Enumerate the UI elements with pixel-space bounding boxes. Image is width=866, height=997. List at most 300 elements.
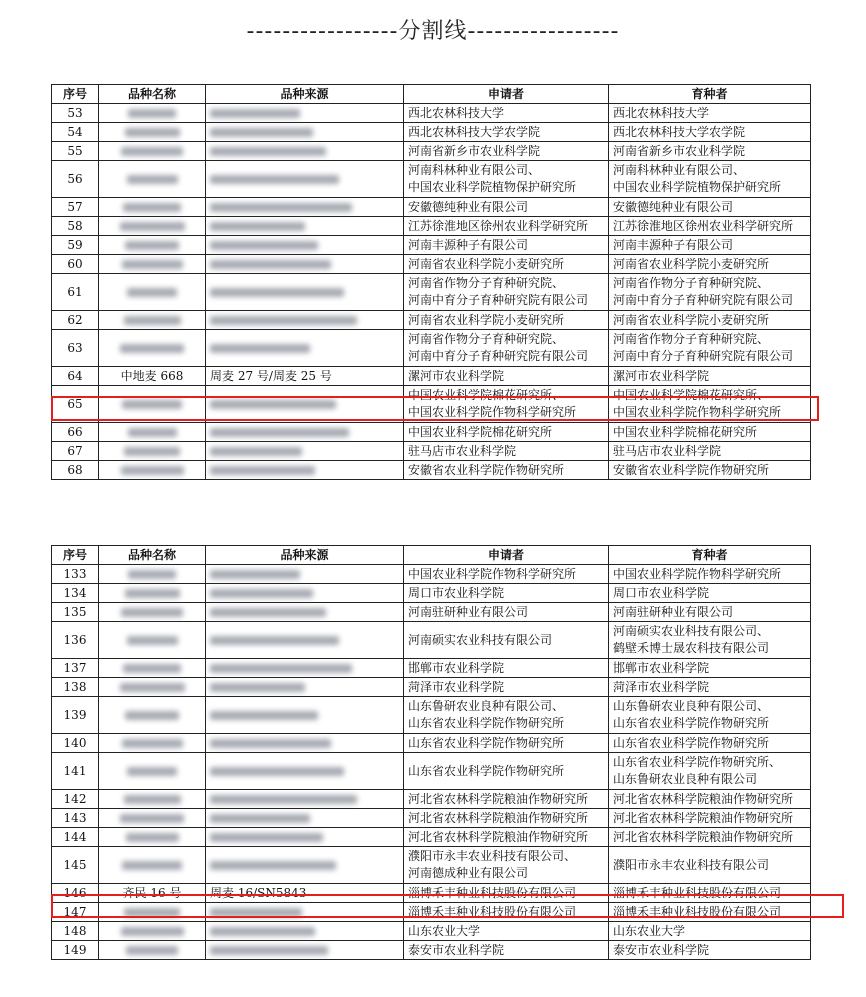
applicant-line: 河南省农业科学院小麦研究所 <box>408 256 565 271</box>
redacted-text <box>123 664 181 673</box>
cell-breeder <box>609 236 811 255</box>
table-row <box>52 753 811 790</box>
breeder-line: 淄博禾丰种业科技股份有限公司 <box>613 904 782 919</box>
breeder-line: 河南驻研种业有限公司 <box>613 604 734 619</box>
cell-no: 54 <box>52 123 99 142</box>
breeder-line: 山东省农业科学院作物研究所 <box>613 735 770 750</box>
cell-no: 140 <box>52 734 99 753</box>
cell-no: 142 <box>52 790 99 809</box>
breeder-line: 河北省农林科学院粮油作物研究所 <box>613 829 794 844</box>
redacted-text <box>128 428 177 437</box>
cell-breeder <box>609 603 811 622</box>
cell-applicant <box>404 903 609 922</box>
cell-breeder <box>609 903 811 922</box>
redacted-text <box>210 447 302 456</box>
redacted-text <box>210 908 302 917</box>
redacted-text <box>120 222 185 231</box>
redacted-text <box>210 767 344 776</box>
cell-source <box>206 330 404 367</box>
cell-breeder <box>609 161 811 198</box>
cell-no: 56 <box>52 161 99 198</box>
applicant-line: 中国农业科学院作物科学研究所 <box>408 566 577 581</box>
table-row <box>52 330 811 367</box>
breeder-line: 河南省农业科学院小麦研究所 <box>613 256 770 271</box>
applicant-line: 西北农林科技大学 <box>408 105 505 120</box>
divider-title: -----------------分割线----------------- <box>246 19 620 44</box>
cell-variety-name <box>99 423 206 442</box>
applicant-line: 河南中育分子育种研究院有限公司 <box>408 349 589 363</box>
cell-variety-name <box>99 386 206 423</box>
cell-no: 139 <box>52 697 99 734</box>
table-row <box>52 123 811 142</box>
breeder-line: 西北农林科技大学 <box>613 105 710 120</box>
cell-variety-name <box>99 678 206 697</box>
table-row <box>52 236 811 255</box>
redacted-text <box>124 316 181 325</box>
cell-applicant <box>404 198 609 217</box>
redacted-text <box>210 570 300 579</box>
table-row <box>52 847 811 884</box>
breeder-line: 河南中育分子育种研究院有限公司 <box>613 349 794 363</box>
table-row <box>52 274 811 311</box>
breeder-line: 山东农业大学 <box>613 923 686 938</box>
cell-breeder <box>609 622 811 659</box>
cell-source <box>206 903 404 922</box>
redacted-text <box>210 428 349 437</box>
applicant-line: 山东省农业科学院作物研究所 <box>408 735 565 750</box>
redacted-text <box>121 466 184 475</box>
cell-variety-name <box>99 565 206 584</box>
cell-source <box>206 161 404 198</box>
table-row <box>52 678 811 697</box>
applicant-line: 邯郸市农业科学院 <box>408 660 505 675</box>
cell-breeder <box>609 847 811 884</box>
breeder-line: 山东鲁研农业良种有限公司 <box>613 772 758 786</box>
cell-no: 65 <box>52 386 99 423</box>
applicant-line: 淄博禾丰种业科技股份有限公司 <box>408 904 577 919</box>
cell-source <box>206 461 404 480</box>
cell-applicant <box>404 330 609 367</box>
applicant-line: 山东鲁研农业良种有限公司、 <box>408 699 565 713</box>
cell-variety-name <box>99 584 206 603</box>
cell-variety-name <box>99 941 206 960</box>
breeder-line: 西北农林科技大学农学院 <box>613 124 746 139</box>
applicant-line: 菏泽市农业科学院 <box>408 679 505 694</box>
applicant-line: 山东农业大学 <box>408 923 481 938</box>
cell-applicant <box>404 584 609 603</box>
redacted-text <box>210 814 310 823</box>
cell-variety-name <box>99 828 206 847</box>
cell-source <box>206 423 404 442</box>
cell-variety-name <box>99 697 206 734</box>
cell-no: 62 <box>52 311 99 330</box>
table-row <box>52 217 811 236</box>
breeder-line: 泰安市农业科学院 <box>613 942 710 957</box>
cell-applicant <box>404 697 609 734</box>
redacted-text <box>210 589 313 598</box>
breeder-line: 中国农业科学院棉花研究所 <box>613 424 758 439</box>
cell-source <box>206 123 404 142</box>
table-header-row <box>52 85 811 104</box>
breeder-line: 河南省新乡市农业科学院 <box>613 143 746 158</box>
cell-applicant <box>404 922 609 941</box>
cell-applicant <box>404 565 609 584</box>
redacted-text <box>210 222 305 231</box>
cell-applicant <box>404 884 609 903</box>
cell-applicant <box>404 678 609 697</box>
table-row <box>52 903 811 922</box>
cell-source <box>206 274 404 311</box>
cell-source <box>206 311 404 330</box>
applicant-line: 中国农业科学院棉花研究所 <box>408 424 553 439</box>
table-row <box>52 584 811 603</box>
cell-no: 63 <box>52 330 99 367</box>
table-row <box>52 386 811 423</box>
cell-applicant <box>404 734 609 753</box>
cell-no: 136 <box>52 622 99 659</box>
cell-no: 137 <box>52 659 99 678</box>
breeder-line: 河北省农林科学院粮油作物研究所 <box>613 810 794 825</box>
header-source: 品种来源 <box>206 85 404 104</box>
redacted-text <box>210 109 300 118</box>
table-row <box>52 884 811 903</box>
cell-breeder <box>609 311 811 330</box>
redacted-text <box>120 814 184 823</box>
cell-breeder <box>609 142 811 161</box>
cell-variety-name <box>99 622 206 659</box>
cell-no: 66 <box>52 423 99 442</box>
cell-no: 143 <box>52 809 99 828</box>
redacted-text <box>125 589 180 598</box>
table-row <box>52 941 811 960</box>
redacted-text <box>210 833 323 842</box>
cell-breeder <box>609 697 811 734</box>
cell-breeder <box>609 884 811 903</box>
cell-no: 146 <box>52 884 99 903</box>
cell-applicant <box>404 847 609 884</box>
applicant-line: 安徽省农业科学院作物研究所 <box>408 462 565 477</box>
cell-breeder <box>609 678 811 697</box>
redacted-text <box>124 908 180 917</box>
table-row <box>52 198 811 217</box>
cell-applicant <box>404 142 609 161</box>
cell-variety-name: 齐民 16 号 <box>99 884 206 903</box>
cell-applicant <box>404 659 609 678</box>
cell-variety-name <box>99 274 206 311</box>
cell-applicant <box>404 828 609 847</box>
cell-source <box>206 734 404 753</box>
table-row <box>52 828 811 847</box>
redacted-text <box>126 833 179 842</box>
cell-no: 134 <box>52 584 99 603</box>
cell-source <box>206 603 404 622</box>
redacted-text <box>210 946 328 955</box>
applicant-line: 河南省作物分子育种研究院、 <box>408 276 565 290</box>
cell-no: 144 <box>52 828 99 847</box>
cell-no: 149 <box>52 941 99 960</box>
header-no: 序号 <box>52 85 99 104</box>
applicant-line: 江苏徐淮地区徐州农业科学研究所 <box>408 218 589 233</box>
cell-applicant <box>404 386 609 423</box>
redacted-text <box>125 241 179 250</box>
cell-source <box>206 386 404 423</box>
breeder-line: 淄博禾丰种业科技股份有限公司 <box>613 885 782 900</box>
breeder-line: 山东省农业科学院作物研究所 <box>613 716 770 730</box>
cell-applicant <box>404 941 609 960</box>
cell-breeder <box>609 941 811 960</box>
cell-variety-name <box>99 922 206 941</box>
breeder-line: 安徽德纯种业有限公司 <box>613 199 734 214</box>
cell-breeder <box>609 753 811 790</box>
table-row <box>52 423 811 442</box>
applicant-line: 河南丰源种子有限公司 <box>408 237 529 252</box>
cell-breeder <box>609 734 811 753</box>
cell-applicant <box>404 809 609 828</box>
table-row <box>52 442 811 461</box>
cell-no: 145 <box>52 847 99 884</box>
redacted-text <box>210 608 326 617</box>
table-row <box>52 367 811 386</box>
breeder-line: 邯郸市农业科学院 <box>613 660 710 675</box>
cell-no: 55 <box>52 142 99 161</box>
redacted-text <box>120 344 184 353</box>
table-row <box>52 311 811 330</box>
redacted-text <box>127 767 177 776</box>
cell-variety-name <box>99 255 206 274</box>
cell-applicant <box>404 753 609 790</box>
breeder-line: 漯河市农业科学院 <box>613 368 710 383</box>
table-row <box>52 161 811 198</box>
applicant-line: 泰安市农业科学院 <box>408 942 505 957</box>
redacted-text <box>210 241 318 250</box>
cell-breeder <box>609 809 811 828</box>
redacted-text <box>121 608 183 617</box>
cell-breeder <box>609 659 811 678</box>
redacted-text <box>210 466 315 475</box>
applicant-line: 河南中育分子育种研究院有限公司 <box>408 293 589 307</box>
cell-breeder <box>609 104 811 123</box>
cell-no: 133 <box>52 565 99 584</box>
cell-no: 138 <box>52 678 99 697</box>
cell-source <box>206 255 404 274</box>
table-row <box>52 142 811 161</box>
cell-applicant <box>404 104 609 123</box>
table-row <box>52 104 811 123</box>
table-row <box>52 461 811 480</box>
applicant-line: 漯河市农业科学院 <box>408 368 505 383</box>
applicant-line: 山东省农业科学院作物研究所 <box>408 716 565 730</box>
redacted-text <box>122 739 183 748</box>
breeder-line: 山东省农业科学院作物研究所、 <box>613 755 782 769</box>
redacted-text <box>210 795 357 804</box>
applicant-line: 西北农林科技大学农学院 <box>408 124 541 139</box>
cell-no: 57 <box>52 198 99 217</box>
cell-source: 周麦 27 号/周麦 25 号 <box>206 367 404 386</box>
cell-source <box>206 941 404 960</box>
table-row <box>52 922 811 941</box>
cell-source <box>206 584 404 603</box>
table-row <box>52 659 811 678</box>
cell-source <box>206 142 404 161</box>
cell-source <box>206 659 404 678</box>
cell-no: 53 <box>52 104 99 123</box>
applicant-line: 河北省农林科学院粮油作物研究所 <box>408 829 589 844</box>
cell-no: 59 <box>52 236 99 255</box>
redacted-text <box>125 128 180 137</box>
table-body-2 <box>52 565 811 960</box>
cell-breeder <box>609 330 811 367</box>
applicant-line: 中国农业科学院棉花研究所、 <box>408 388 565 402</box>
cell-no: 68 <box>52 461 99 480</box>
redacted-text <box>210 147 326 156</box>
applicant-line: 河南省新乡市农业科学院 <box>408 143 541 158</box>
cell-applicant <box>404 311 609 330</box>
cell-no: 64 <box>52 367 99 386</box>
redacted-text <box>210 175 339 184</box>
breeder-line: 河南省作物分子育种研究院、 <box>613 276 770 290</box>
cell-variety-name <box>99 659 206 678</box>
applicant-line: 河南德成种业有限公司 <box>408 866 529 880</box>
redacted-text <box>210 711 318 720</box>
redacted-text <box>210 927 315 936</box>
cell-source <box>206 922 404 941</box>
redacted-text <box>127 175 178 184</box>
breeder-line: 鹤壁禾博士晟农科技有限公司 <box>613 641 770 655</box>
cell-source: 周麦 16/SN5843 <box>206 884 404 903</box>
cell-variety-name <box>99 903 206 922</box>
cell-applicant <box>404 236 609 255</box>
breeder-line: 周口市农业科学院 <box>613 585 710 600</box>
cell-breeder <box>609 198 811 217</box>
cell-applicant <box>404 367 609 386</box>
header-breeder: 育种者 <box>609 546 811 565</box>
applicant-line: 河南硕实农业科技有限公司 <box>408 632 553 647</box>
breeder-line: 中国农业科学院棉花研究所、 <box>613 388 770 402</box>
table-row <box>52 790 811 809</box>
applicant-line: 河北省农林科学院粮油作物研究所 <box>408 791 589 806</box>
header-no: 序号 <box>52 546 99 565</box>
cell-breeder <box>609 217 811 236</box>
redacted-text <box>210 316 357 325</box>
cell-applicant <box>404 622 609 659</box>
table-row <box>52 255 811 274</box>
cell-variety-name <box>99 236 206 255</box>
cell-applicant <box>404 217 609 236</box>
redacted-text <box>210 636 339 645</box>
cell-variety-name: 中地麦 668 <box>99 367 206 386</box>
breeder-line: 河南中育分子育种研究院有限公司 <box>613 293 794 307</box>
redacted-text <box>122 861 182 870</box>
cell-applicant <box>404 123 609 142</box>
cell-no: 60 <box>52 255 99 274</box>
header-applicant: 申请者 <box>404 546 609 565</box>
cell-source <box>206 217 404 236</box>
cell-breeder <box>609 123 811 142</box>
applicant-line: 河南省农业科学院小麦研究所 <box>408 312 565 327</box>
cell-source <box>206 442 404 461</box>
breeder-line: 中国农业科学院植物保护研究所 <box>613 180 782 194</box>
cell-breeder <box>609 423 811 442</box>
cell-variety-name <box>99 330 206 367</box>
cell-variety-name <box>99 847 206 884</box>
redacted-text <box>210 861 336 870</box>
redacted-text <box>210 344 310 353</box>
table-row <box>52 622 811 659</box>
cell-variety-name <box>99 217 206 236</box>
redacted-text <box>210 288 344 297</box>
cell-applicant <box>404 603 609 622</box>
applicant-line: 淄博禾丰种业科技股份有限公司 <box>408 885 577 900</box>
cell-breeder <box>609 442 811 461</box>
cell-breeder <box>609 461 811 480</box>
table-row <box>52 603 811 622</box>
cell-applicant <box>404 423 609 442</box>
cell-variety-name <box>99 142 206 161</box>
cell-variety-name <box>99 104 206 123</box>
cell-breeder <box>609 386 811 423</box>
redacted-text <box>124 795 181 804</box>
redacted-text <box>120 683 185 692</box>
breeder-line: 河南丰源种子有限公司 <box>613 237 734 252</box>
header-variety-name: 品种名称 <box>99 85 206 104</box>
cell-variety-name <box>99 442 206 461</box>
header-applicant: 申请者 <box>404 85 609 104</box>
cell-breeder <box>609 790 811 809</box>
table-row <box>52 809 811 828</box>
applicant-line: 山东省农业科学院作物研究所 <box>408 763 565 778</box>
cell-no: 148 <box>52 922 99 941</box>
cell-variety-name <box>99 123 206 142</box>
applicant-line: 河南科林种业有限公司、 <box>408 163 541 177</box>
cell-breeder <box>609 367 811 386</box>
cell-no: 67 <box>52 442 99 461</box>
redacted-text <box>125 711 179 720</box>
applicant-line: 驻马店市农业科学院 <box>408 443 517 458</box>
redacted-text <box>128 109 176 118</box>
cell-applicant <box>404 161 609 198</box>
cell-source <box>206 198 404 217</box>
table-row <box>52 697 811 734</box>
redacted-text <box>210 664 352 673</box>
cell-variety-name <box>99 461 206 480</box>
applicant-line: 河南驻研种业有限公司 <box>408 604 529 619</box>
cell-applicant <box>404 255 609 274</box>
cell-variety-name <box>99 603 206 622</box>
header-source: 品种来源 <box>206 546 404 565</box>
applicant-line: 河南省作物分子育种研究院、 <box>408 332 565 346</box>
breeder-line: 中国农业科学院作物科学研究所 <box>613 566 782 581</box>
cell-source <box>206 622 404 659</box>
cell-source <box>206 236 404 255</box>
cell-no: 58 <box>52 217 99 236</box>
table-row <box>52 734 811 753</box>
variety-table-1 <box>51 84 811 480</box>
applicant-line: 中国农业科学院作物科学研究所 <box>408 405 577 419</box>
cell-variety-name <box>99 809 206 828</box>
breeder-line: 河南科林种业有限公司、 <box>613 163 746 177</box>
redacted-text <box>210 128 313 137</box>
table-body-1 <box>52 104 811 480</box>
cell-applicant <box>404 442 609 461</box>
cell-variety-name <box>99 311 206 330</box>
redacted-text <box>210 203 352 212</box>
breeder-line: 中国农业科学院作物科学研究所 <box>613 405 782 419</box>
cell-source <box>206 847 404 884</box>
cell-no: 147 <box>52 903 99 922</box>
table-row <box>52 565 811 584</box>
applicant-line: 中国农业科学院植物保护研究所 <box>408 180 577 194</box>
cell-no: 141 <box>52 753 99 790</box>
